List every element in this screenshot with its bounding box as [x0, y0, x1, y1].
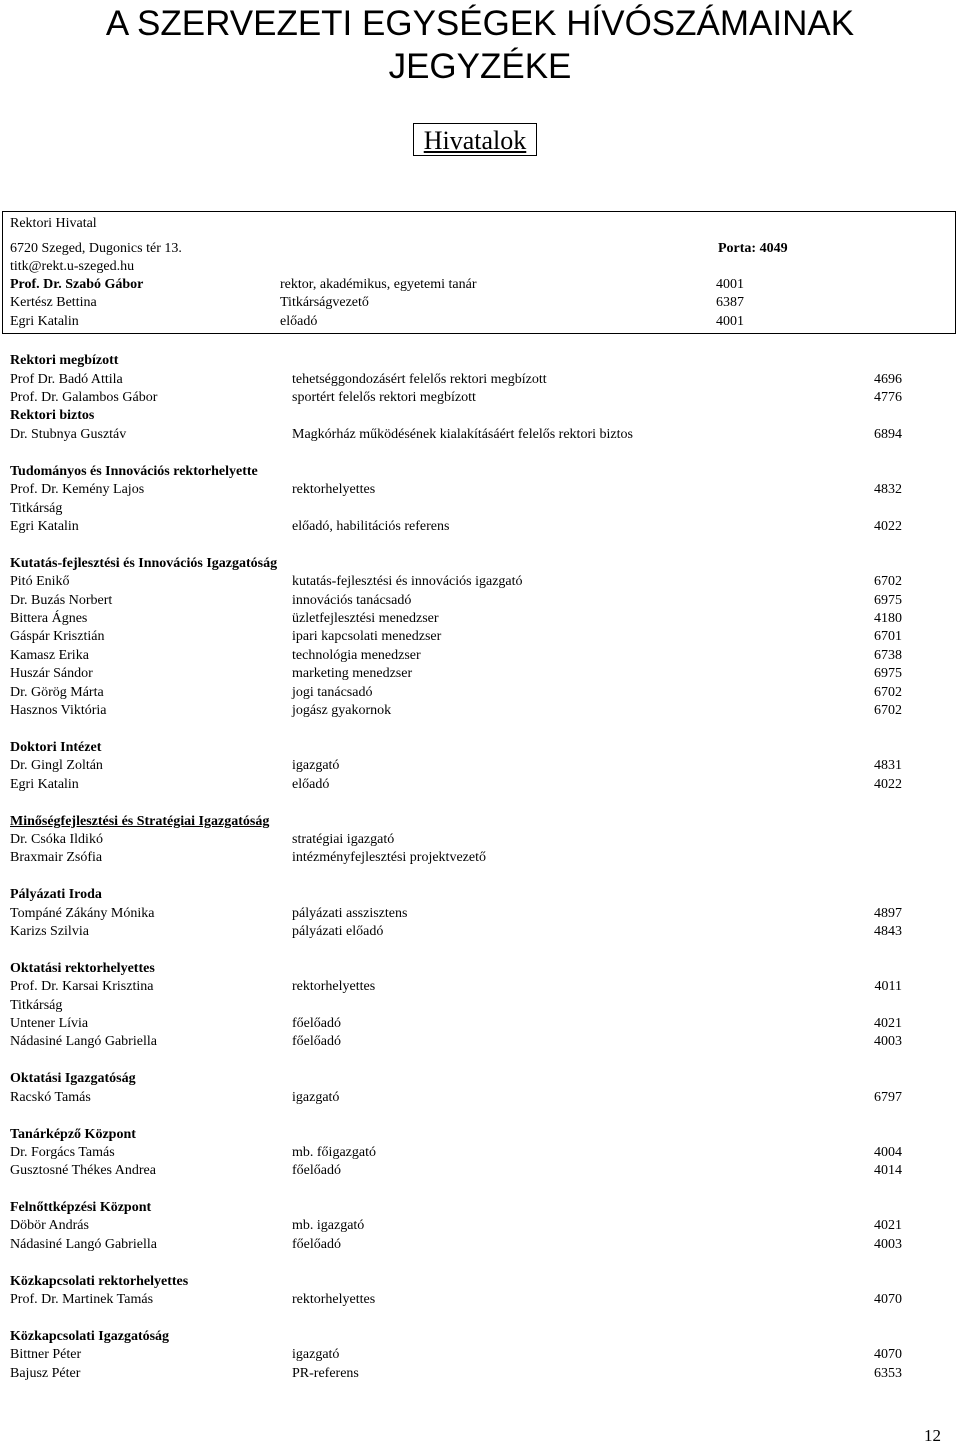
person-role: főelőadó [292, 1163, 341, 1178]
person-ext: 6702 [874, 685, 902, 700]
table-row [10, 1291, 902, 1309]
section-heading-doktori: Doktori Intézet [10, 740, 102, 755]
table-row [10, 702, 902, 720]
section-heading-kozkap-rh: Közkapcsolati rektorhelyettes [10, 1274, 189, 1289]
person-ext: 4014 [874, 1163, 902, 1178]
person-ext: 4776 [874, 390, 902, 405]
table-row [10, 1217, 902, 1235]
table-row [10, 1162, 902, 1180]
table-row [10, 849, 902, 867]
person-role: főelőadó [292, 1237, 341, 1252]
section-heading-rektori-biztos: Rektori biztos [10, 408, 95, 423]
table-row [10, 389, 902, 407]
person-name: Dr. Görög Márta [10, 685, 104, 700]
person-name: Bittera Ágnes [10, 611, 88, 626]
person-ext: 4021 [874, 1218, 902, 1233]
person-role: rektorhelyettes [292, 1292, 376, 1307]
person-name: Braxmair Zsófia [10, 850, 103, 865]
person-name: Egri Katalin [10, 777, 79, 792]
table-row [10, 481, 902, 499]
section-label-hivatalok [413, 123, 537, 156]
table-row [10, 628, 902, 646]
section-heading-minoseg: Minőségfejlesztési és Stratégiai Igazgatóság [10, 814, 270, 829]
rektori-hivatal-name: Rektori Hivatal [10, 216, 97, 231]
section-heading-tudomanyos: Tudományos és Innovációs rektorhelyette [10, 464, 258, 479]
table-row [10, 978, 902, 996]
person-ext: 4001 [716, 277, 744, 292]
person-ext: 6702 [874, 574, 902, 589]
title-line-1: A SZERVEZETI EGYSÉGEK HÍVÓSZÁMAINAK [105, 4, 855, 43]
table-row [10, 1144, 902, 1162]
person-ext: 6975 [874, 666, 902, 681]
person-role: intézményfejlesztési projektvezető [292, 850, 486, 865]
table-row [10, 665, 902, 683]
table-row [10, 294, 902, 312]
person-role: sportért felelős rektori megbízott [292, 390, 476, 405]
person-ext: 4696 [874, 372, 902, 387]
person-name: Döbör András [10, 1218, 89, 1233]
person-name: Dr. Forgács Tamás [10, 1145, 115, 1160]
table-row [10, 518, 902, 536]
person-name: Kamasz Erika [10, 648, 89, 663]
section-heading-oktatasi-rh: Oktatási rektorhelyettes [10, 961, 155, 976]
person-name: Kertész Bettina [10, 295, 97, 310]
section-heading-kozkap-ig: Közkapcsolati Igazgatóság [10, 1329, 170, 1344]
person-name: Bittner Péter [10, 1347, 82, 1362]
table-row [10, 1033, 902, 1051]
person-role: Magkórház működésének kialakításáért felelős rektori biztos [292, 427, 633, 442]
person-role: igazgató [292, 1090, 340, 1105]
person-name: Nádasiné Langó Gabriella [10, 1034, 157, 1049]
section-heading-oktatasi-ig: Oktatási Igazgatóság [10, 1071, 136, 1086]
person-ext: 4831 [874, 758, 902, 773]
person-ext: 4070 [874, 1292, 902, 1307]
person-ext: 4070 [874, 1347, 902, 1362]
person-role: marketing menedzser [292, 666, 413, 681]
section-heading-kutatas: Kutatás-fejlesztési és Innovációs Igazgatóság [10, 556, 278, 571]
person-ext: 4021 [874, 1016, 902, 1031]
table-row [10, 831, 902, 849]
person-name: Hasznos Viktória [10, 703, 107, 718]
person-ext: 6975 [874, 593, 902, 608]
person-ext: 6353 [874, 1366, 902, 1381]
person-name: Dr. Buzás Norbert [10, 593, 113, 608]
table-row [10, 647, 902, 665]
person-name: Huszár Sándor [10, 666, 93, 681]
person-ext: 4011 [874, 979, 902, 994]
person-role: rektor, akadémikus, egyetemi tanár [280, 277, 477, 292]
person-name: Nádasiné Langó Gabriella [10, 1237, 157, 1252]
table-row [10, 426, 902, 444]
person-name: Prof. Dr. Kemény Lajos [10, 482, 145, 497]
person-ext: 4897 [874, 906, 902, 921]
person-role: igazgató [292, 1347, 340, 1362]
person-ext: 4001 [716, 314, 744, 329]
table-row [10, 1236, 902, 1254]
person-name: Racskó Tamás [10, 1090, 91, 1105]
person-role: stratégiai igazgató [292, 832, 395, 847]
person-role: előadó, habilitációs referens [292, 519, 450, 534]
titkarsag-label: Titkárság [10, 501, 63, 516]
table-row [10, 905, 902, 923]
person-name: Dr. Stubnya Gusztáv [10, 427, 127, 442]
person-role: előadó [280, 314, 318, 329]
person-role: rektorhelyettes [292, 979, 376, 994]
person-ext: 4022 [874, 777, 902, 792]
person-ext: 4843 [874, 924, 902, 939]
person-name: Prof. Dr. Szabó Gábor [10, 277, 144, 292]
person-role: igazgató [292, 758, 340, 773]
table-row [10, 371, 902, 389]
person-name: Tompáné Zákány Mónika [10, 906, 155, 921]
person-role: technológia menedzser [292, 648, 421, 663]
person-name: Gusztosné Thékes Andrea [10, 1163, 156, 1178]
table-row [10, 573, 902, 591]
person-name: Prof. Dr. Martinek Tamás [10, 1292, 154, 1307]
person-name: Dr. Gingl Zoltán [10, 758, 103, 773]
table-row [10, 610, 902, 628]
person-role: pályázati előadó [292, 924, 384, 939]
person-name: Prof Dr. Badó Attila [10, 372, 123, 387]
person-ext: 6702 [874, 703, 902, 718]
person-role: előadó [292, 777, 330, 792]
person-name: Prof. Dr. Galambos Gábor [10, 390, 158, 405]
table-row [10, 684, 902, 702]
person-ext: 6738 [874, 648, 902, 663]
person-ext: 4022 [874, 519, 902, 534]
person-role: Titkárságvezető [280, 295, 369, 310]
person-ext: 6701 [874, 629, 902, 644]
section-label-text: Hivatalok [423, 126, 527, 155]
section-heading-palyazati: Pályázati Iroda [10, 887, 102, 902]
table-row [10, 1346, 902, 1364]
person-name: Egri Katalin [10, 519, 79, 534]
person-ext: 4003 [874, 1034, 902, 1049]
person-name: Prof. Dr. Karsai Krisztina [10, 979, 154, 994]
person-role: innovációs tanácsadó [292, 593, 412, 608]
table-row [10, 1365, 902, 1383]
person-ext: 6797 [874, 1090, 902, 1105]
person-ext: 4003 [874, 1237, 902, 1252]
person-ext: 4832 [874, 482, 902, 497]
page-title [0, 2, 960, 88]
person-name: Untener Lívia [10, 1016, 89, 1031]
person-role: főelőadó [292, 1034, 341, 1049]
person-name: Karizs Szilvia [10, 924, 89, 939]
person-role: mb. főigazgató [292, 1145, 376, 1160]
person-role: ipari kapcsolati menedzser [292, 629, 442, 644]
table-row [10, 923, 902, 941]
rektori-hivatal-address-row [10, 240, 902, 258]
table-row [10, 1015, 902, 1033]
table-row [10, 776, 902, 794]
rektori-hivatal-email: titk@rekt.u-szeged.hu [10, 259, 135, 274]
section-heading-tanarkepzo: Tanárképző Központ [10, 1127, 136, 1142]
person-ext: 4004 [874, 1145, 902, 1160]
person-ext: 6387 [716, 295, 744, 310]
section-heading-rektori-megbizott: Rektori megbízott [10, 353, 119, 368]
person-role: főelőadó [292, 1016, 341, 1031]
person-name: Dr. Csóka Ildikó [10, 832, 103, 847]
person-role: rektorhelyettes [292, 482, 376, 497]
person-role: üzletfejlesztési menedzser [292, 611, 439, 626]
person-name: Egri Katalin [10, 314, 79, 329]
person-role: jogász gyakornok [292, 703, 392, 718]
person-name: Pitó Enikő [10, 574, 70, 589]
rektori-hivatal-porta: Porta: 4049 [718, 241, 788, 256]
person-name: Bajusz Péter [10, 1366, 81, 1381]
rektori-hivatal-address: 6720 Szeged, Dugonics tér 13. [10, 241, 182, 256]
person-role: mb. igazgató [292, 1218, 365, 1233]
page-number: 12 [924, 1426, 941, 1445]
title-line-2: JEGYZÉKE [388, 47, 572, 86]
person-role: jogi tanácsadó [292, 685, 373, 700]
person-role: pályázati asszisztens [292, 906, 408, 921]
person-name: Gáspár Krisztián [10, 629, 105, 644]
titkarsag-label: Titkárság [10, 998, 63, 1013]
section-heading-felnott: Felnőttképzési Központ [10, 1200, 152, 1215]
table-row [10, 276, 902, 294]
person-ext: 6894 [874, 427, 902, 442]
table-row [10, 757, 902, 775]
person-ext: 4180 [874, 611, 902, 626]
table-row [10, 313, 902, 331]
person-role: tehetséggondozásért felelős rektori megbízott [292, 372, 547, 387]
table-row [10, 1089, 902, 1107]
person-role: kutatás-fejlesztési és innovációs igazgató [292, 574, 523, 589]
table-row [10, 592, 902, 610]
person-role: PR-referens [292, 1366, 359, 1381]
